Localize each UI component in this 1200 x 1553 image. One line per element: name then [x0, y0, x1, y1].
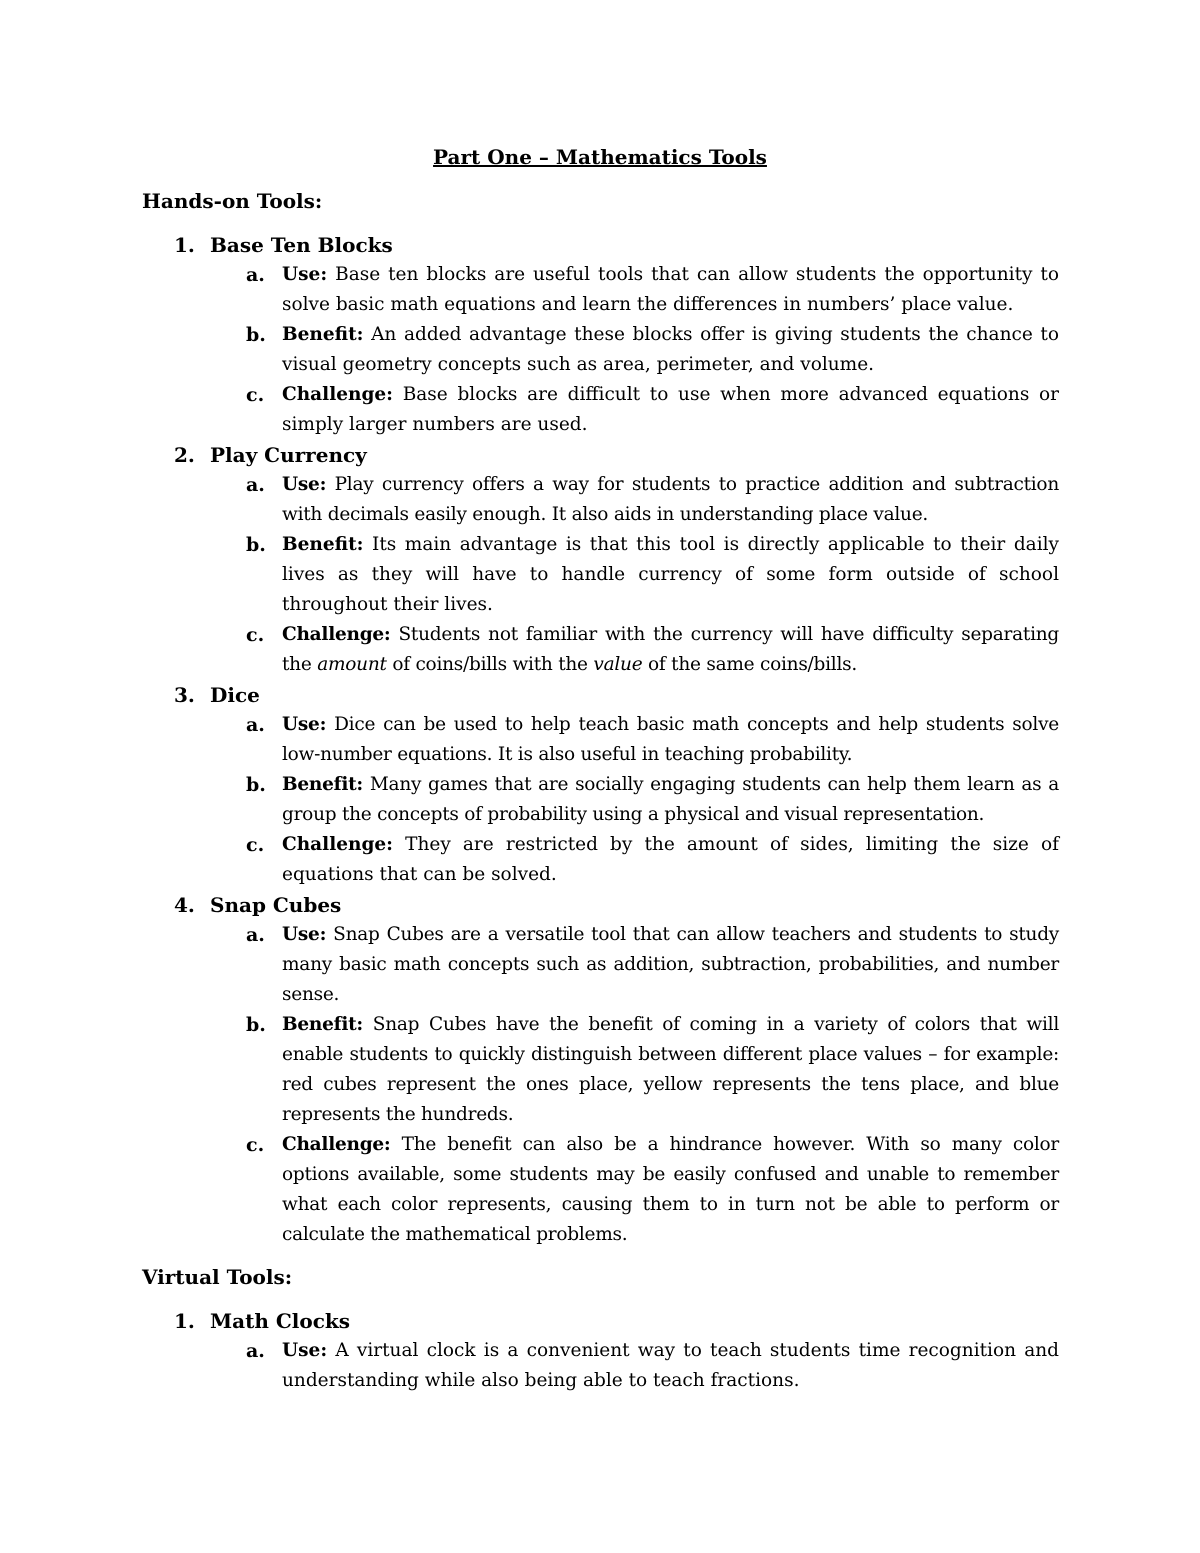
detail-label: Challenge: [282, 834, 393, 855]
detail-use [142, 710, 1062, 770]
detail-label: Challenge: [282, 1134, 391, 1155]
tool-name: Dice [210, 683, 260, 707]
detail-letter: c. [246, 384, 265, 406]
detail-letter: a. [246, 264, 265, 286]
tool-play-currency [142, 440, 1062, 680]
detail-text: An added advantage these blocks offer is giving students the chance to visual geometry concepts such as area, perimeter, and volume. [282, 324, 1059, 375]
detail-use [142, 920, 1062, 1010]
detail-use [142, 1336, 1062, 1396]
tool-detail-list [142, 260, 1062, 440]
detail-label: Challenge: [282, 384, 393, 405]
detail-letter: c. [246, 834, 265, 856]
hands-on-tool-list [142, 230, 1062, 1250]
detail-challenge [142, 830, 1062, 890]
detail-letter: a. [246, 474, 265, 496]
tool-number: 1. [174, 1309, 195, 1333]
document-title: Part One – Mathematics Tools [433, 145, 767, 169]
tool-math-clocks [142, 1306, 1062, 1396]
detail-emphasis-value: value [593, 654, 643, 675]
detail-text: Play currency offers a way for students to practice addition and subtraction with decimals easily enough. It also aids in understanding place value. [282, 474, 1059, 525]
detail-letter: b. [246, 1014, 266, 1036]
detail-label: Use: [282, 264, 328, 285]
detail-label: Use: [282, 474, 327, 495]
tool-detail-list [142, 920, 1062, 1250]
detail-letter: c. [246, 1134, 265, 1156]
tool-base-ten-blocks [142, 230, 1062, 440]
tool-number: 1. [174, 233, 195, 257]
detail-label: Use: [282, 714, 327, 735]
detail-benefit [142, 530, 1062, 620]
tool-name: Math Clocks [210, 1309, 350, 1333]
detail-challenge [142, 380, 1062, 440]
detail-label: Benefit: [282, 324, 364, 345]
tool-number: 4. [174, 893, 195, 917]
detail-challenge [142, 1130, 1062, 1250]
tool-number: 3. [174, 683, 195, 707]
detail-text: Snap Cubes have the benefit of coming in a variety of colors that will enable students to quickly distinguish between different place values – for example: red cubes represent the ones place, yellow represents the tens place, and blue represents the hundreds. [282, 1014, 1059, 1125]
detail-label: Use: [282, 924, 327, 945]
detail-label: Benefit: [282, 534, 364, 555]
detail-text: Base ten blocks are useful tools that can allow students the opportunity to solve basic math equations and learn the differences in numbers’ place value. [282, 264, 1059, 315]
detail-benefit [142, 320, 1062, 380]
detail-text: Many games that are socially engaging students can help them learn as a group the concepts of probability using a physical and visual representation. [282, 774, 1059, 825]
detail-text: Its main advantage is that this tool is directly applicable to their daily lives as they will have to handle currency of some form outside of school throughout their lives. [282, 534, 1059, 615]
detail-letter: b. [246, 534, 266, 556]
detail-text-post: of the same coins/bills. [648, 654, 858, 675]
section-heading-virtual: Virtual Tools: [142, 1265, 293, 1289]
detail-text-mid: of coins/bills with the [392, 654, 588, 675]
virtual-tool-list [142, 1306, 1062, 1396]
tool-name: Snap Cubes [210, 893, 342, 917]
detail-letter: c. [246, 624, 265, 646]
detail-text: Base blocks are difficult to use when more advanced equations or simply larger numbers are used. [282, 384, 1059, 435]
tool-dice [142, 680, 1062, 890]
detail-label: Benefit: [282, 1014, 363, 1035]
section-heading-hands-on: Hands-on Tools: [142, 189, 323, 213]
tool-detail-list [142, 710, 1062, 890]
detail-challenge [142, 620, 1062, 680]
detail-emphasis-amount: amount [317, 654, 387, 675]
detail-text: Dice can be used to help teach basic math concepts and help students solve low-number equations. It is also useful in teaching probability. [282, 714, 1060, 765]
detail-letter: a. [246, 1340, 265, 1362]
detail-letter: a. [246, 714, 265, 736]
tool-name: Play Currency [210, 443, 367, 467]
detail-benefit [142, 1010, 1062, 1130]
detail-label: Use: [282, 1340, 328, 1361]
detail-text: Snap Cubes are a versatile tool that can allow teachers and students to study many basic math concepts such as addition, subtraction, probabilities, and number sense. [282, 924, 1059, 1005]
tool-number: 2. [174, 443, 195, 467]
detail-text: The benefit can also be a hindrance however. With so many color options available, some students may be easily confused and unable to remember what each color represents, causing them to in turn not be able to perform or calculate the mathematical problems. [282, 1134, 1059, 1245]
detail-label: Benefit: [282, 774, 363, 795]
tool-detail-list [142, 1336, 1062, 1396]
detail-use [142, 260, 1062, 320]
tool-detail-list [142, 470, 1062, 680]
tool-name: Base Ten Blocks [210, 233, 393, 257]
detail-letter: b. [246, 774, 266, 796]
detail-use [142, 470, 1062, 530]
detail-label: Challenge: [282, 624, 391, 645]
detail-text-pre: Students not familiar with the currency will have difficulty separating the [282, 624, 1059, 675]
detail-text: A virtual clock is a convenient way to teach students time recognition and understanding while also being able to teach fractions. [282, 1340, 1059, 1391]
detail-letter: b. [246, 324, 266, 346]
tool-snap-cubes [142, 890, 1062, 1250]
detail-text: They are restricted by the amount of sides, limiting the size of equations that can be solved. [282, 834, 1059, 885]
detail-letter: a. [246, 924, 265, 946]
detail-benefit [142, 770, 1062, 830]
